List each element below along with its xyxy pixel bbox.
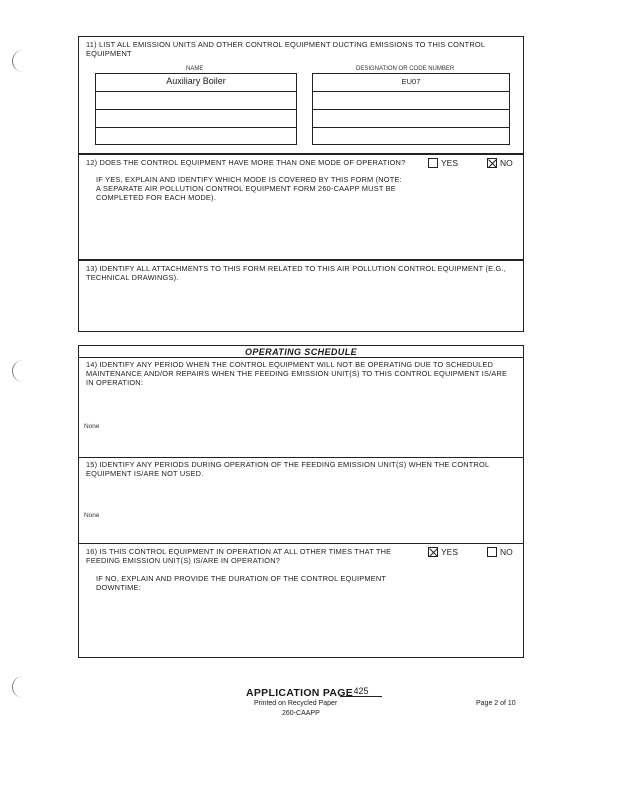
q12-no-checkbox[interactable]	[487, 158, 497, 168]
question-16-note: IF NO, EXPLAIN AND PROVIDE THE DURATION OF THE CONTROL EQUIPMENT DOWNTIME:	[96, 574, 387, 592]
question-15-text: 15) IDENTIFY ANY PERIODS DURING OPERATION OF THE FEEDING EMISSION UNIT(S) WHEN THE CONTROL EQUIPMENT IS/ARE NOT USED.	[86, 460, 490, 478]
binder-hole-top	[12, 50, 27, 72]
question-16-text: 16) IS THIS CONTROL EQUIPMENT IN OPERATION AT ALL OTHER TIMES THAT THE FEEDING EMISSION UNIT(S) IS/ARE IN OPERATION?	[86, 547, 392, 565]
code-table-row-divider	[312, 91, 510, 92]
q12-yes-label: YES	[441, 158, 459, 168]
question-14-answer[interactable]: None	[84, 423, 100, 430]
name-table-row-divider	[95, 127, 297, 128]
binder-hole-middle	[12, 360, 27, 382]
name-cell-3[interactable]	[95, 112, 297, 124]
q12-yes-checkbox[interactable]	[428, 158, 438, 168]
q13-answer-area[interactable]	[86, 286, 516, 328]
q14-divider	[78, 457, 524, 458]
code-table-row-divider	[312, 127, 510, 128]
page-number: Page 2 of 10	[476, 700, 516, 707]
name-table-row-divider	[95, 91, 297, 92]
name-cell-2[interactable]	[95, 94, 297, 106]
question-15-answer[interactable]: None	[84, 512, 100, 519]
code-cell-2[interactable]	[312, 94, 510, 106]
q15-divider	[78, 543, 524, 544]
name-cell-1[interactable]: Auxiliary Boiler	[166, 76, 226, 86]
q16-no-checkbox[interactable]	[487, 547, 497, 557]
q16-no-label: NO	[500, 547, 513, 557]
code-column-header: DESIGNATION OR CODE NUMBER	[356, 66, 455, 72]
operating-schedule-title: OPERATING SCHEDULE	[244, 347, 358, 357]
application-page-label: APPLICATION PAGE	[246, 687, 354, 699]
operating-title-divider	[78, 357, 524, 358]
question-12-note: IF YES, EXPLAIN AND IDENTIFY WHICH MODE IS COVERED BY THIS FORM (NOTE: A SEPARATE AIR POLLUTION CONTROL EQUIPMENT FORM 260-CAAPP MUST BE COMPLETED FOR EACH MODE).	[96, 175, 402, 202]
q12-answer-area[interactable]	[86, 206, 516, 256]
q16-yes-checkbox[interactable]	[428, 547, 438, 557]
q16-answer-area[interactable]	[86, 598, 516, 654]
name-cell-4[interactable]	[95, 130, 297, 142]
form-code: 260-CAAPP	[282, 710, 320, 717]
q12-no-label: NO	[500, 158, 513, 168]
question-13-text: 13) IDENTIFY ALL ATTACHMENTS TO THIS FORM RELATED TO THIS AIR POLLUTION CONTROL EQUIPMENT (E.G., TECHNICAL DRAWINGS).	[86, 264, 507, 282]
code-cell-4[interactable]	[312, 130, 510, 142]
code-cell-1[interactable]: EU07	[401, 77, 421, 86]
question-11-text: 11) LIST ALL EMISSION UNITS AND OTHER CONTROL EQUIPMENT DUCTING EMISSIONS TO THIS CONTROL EQUIPMENT	[86, 40, 486, 58]
code-cell-3[interactable]	[312, 112, 510, 124]
name-column-header: NAME	[186, 66, 204, 72]
name-table-row-divider	[95, 109, 297, 110]
q16-yes-label: YES	[441, 547, 459, 557]
code-table-row-divider	[312, 109, 510, 110]
printed-on-recycled-paper: Printed on Recycled Paper	[254, 700, 338, 707]
binder-hole-bottom	[12, 676, 27, 698]
application-page-number[interactable]: 425	[340, 686, 382, 697]
question-14-text: 14) IDENTIFY ANY PERIOD WHEN THE CONTROL EQUIPMENT WILL NOT BE OPERATING DUE TO SCHEDULED MAINTENANCE AND/OR REPAIRS WHEN THE FEEDING EMISSION UNIT(S) TO THIS CONTROL EQUIPMENT IS/ARE IN OPERATION:	[86, 360, 508, 387]
question-12-text: 12) DOES THE CONTROL EQUIPMENT HAVE MORE THAN ONE MODE OF OPERATION?	[86, 158, 406, 167]
